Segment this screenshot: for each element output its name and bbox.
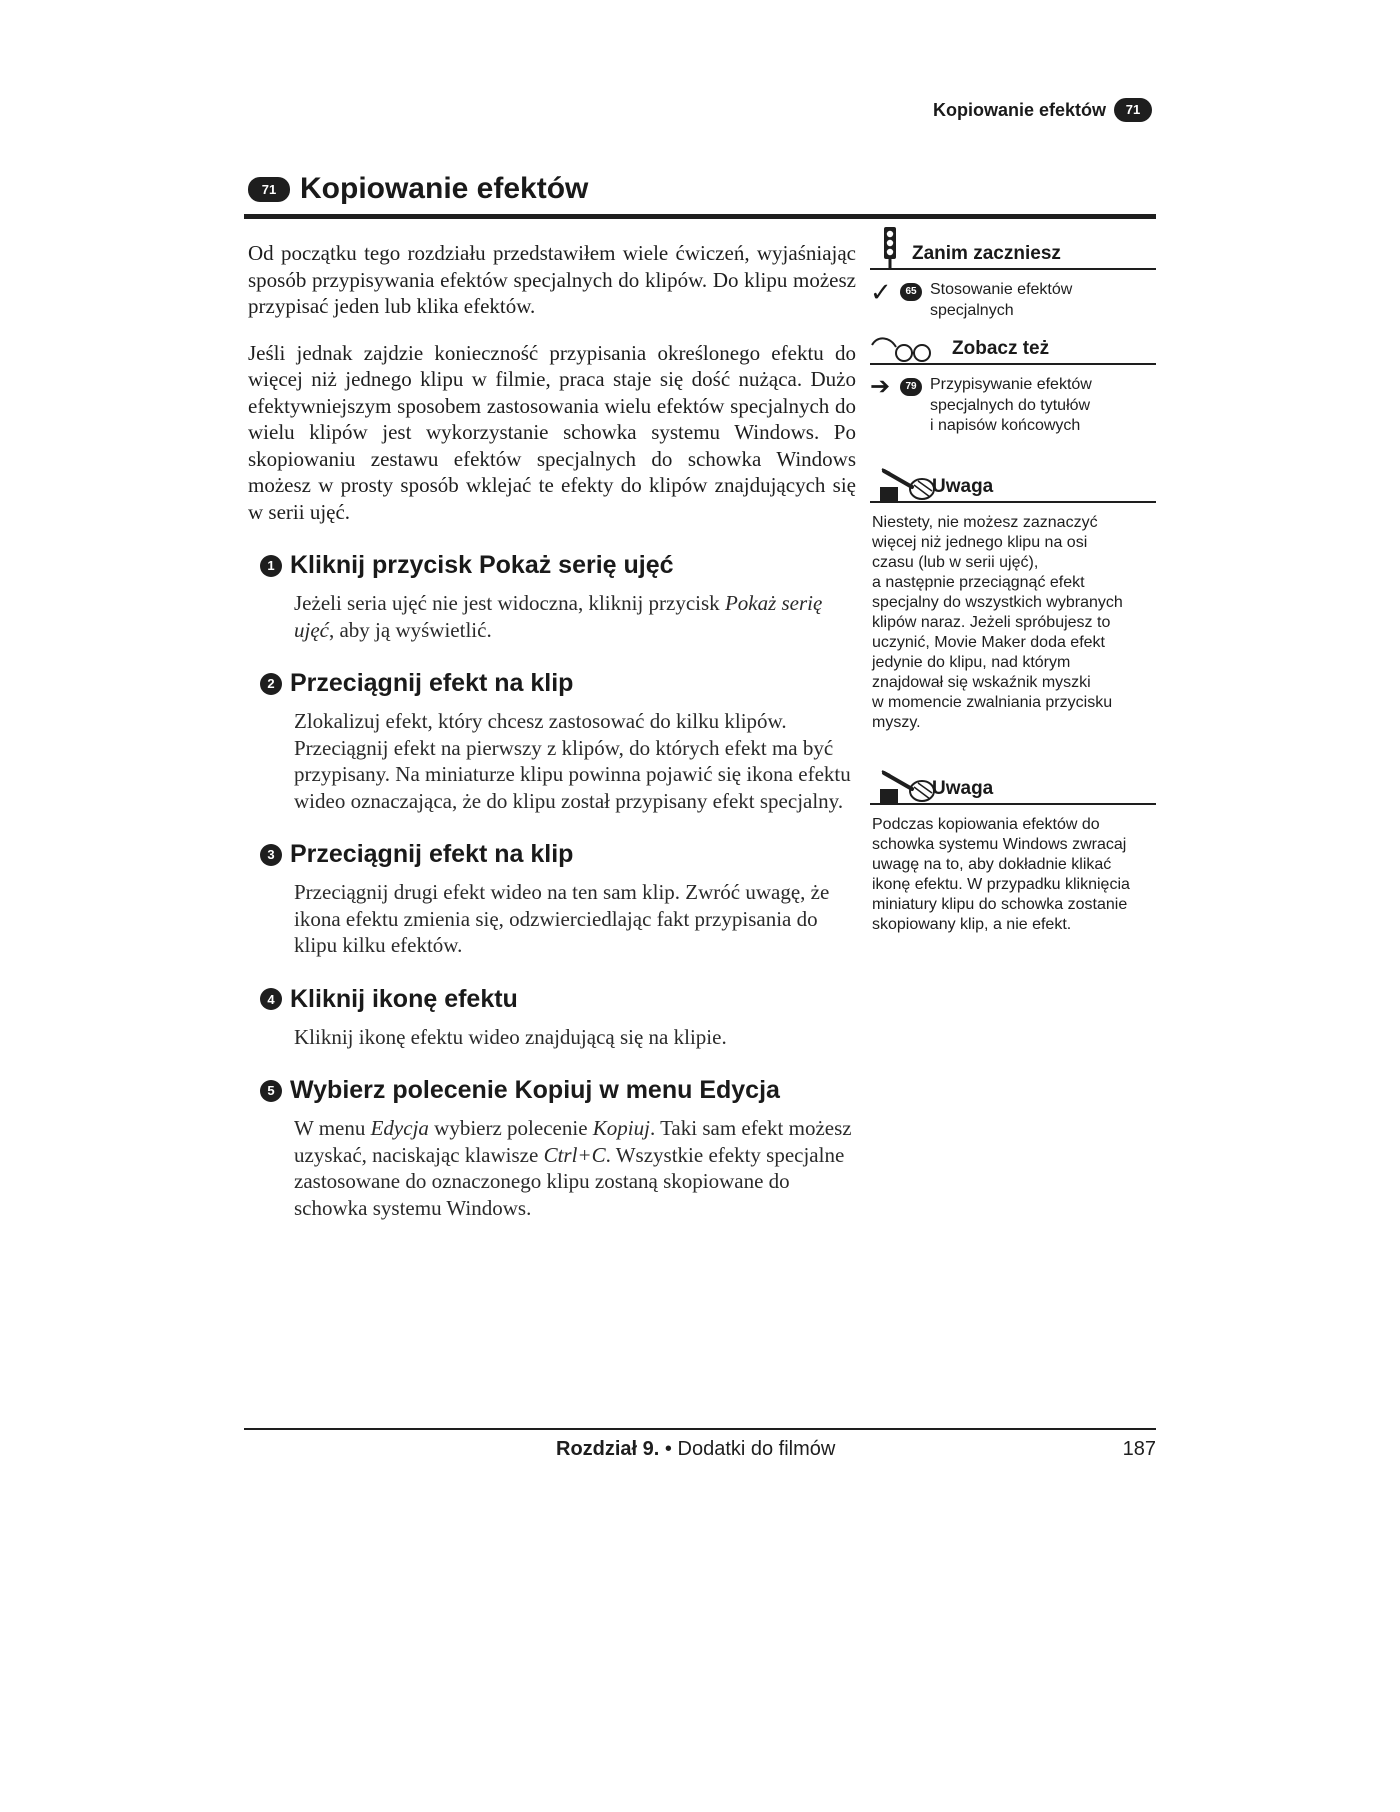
menu-name-italic: Edycja (370, 1116, 429, 1140)
note-line: a następnie przeciągnąć efekt (872, 573, 1085, 591)
chapter-title: Dodatki do filmów (677, 1438, 836, 1460)
note-line: Niestety, nie możesz zaznaczyć (872, 513, 1098, 531)
running-header-number: 71 (1114, 98, 1152, 122)
step-body (294, 1115, 856, 1221)
command-name-italic: Kopiuj (592, 1116, 650, 1140)
step-heading (260, 840, 856, 869)
quill-inkwell-icon (878, 765, 936, 805)
note-text (872, 513, 1156, 733)
see-also-header (870, 327, 1156, 365)
title-rule (244, 214, 1156, 219)
glasses-icon (870, 333, 950, 363)
step-heading-text: Kliknij przycisk Pokaż serię ujęć (290, 551, 674, 579)
note-line: w momencie zwalniania przycisku (872, 693, 1113, 711)
running-header (933, 98, 1152, 122)
section-title (248, 172, 588, 206)
see-also-label: Zobacz też (952, 338, 1050, 359)
note-line: miniatury klipu do schowka zostanie (872, 895, 1128, 913)
note-line: uczynić, Movie Maker doda efekt (872, 633, 1105, 651)
step-body (294, 590, 856, 643)
note-line: więcej niż jednego klipu na osi (872, 533, 1088, 551)
step-heading-text: Kliknij ikonę efektu (290, 984, 518, 1013)
step-number: 2 (260, 673, 282, 695)
step-heading (260, 551, 856, 580)
main-column (248, 240, 856, 1221)
ref-line: Stosowanie efektów (930, 281, 1073, 298)
step-1 (248, 551, 856, 643)
step-heading-text: Przeciągnij efekt na klip (290, 669, 574, 697)
traffic-light-icon (880, 226, 900, 270)
step-text: wybierz polecenie (428, 1116, 593, 1140)
step-5 (248, 1076, 856, 1221)
footer-chapter (556, 1438, 835, 1461)
step-2 (248, 669, 856, 814)
step-text: Jeżeli seria ujęć nie jest widoczna, kliknij przycisk (294, 591, 725, 615)
before-you-start-label: Zanim zaczniesz (912, 243, 1061, 264)
step-4 (248, 985, 856, 1051)
note-line: znajdował się wskaźnik myszki (872, 673, 1091, 691)
note-line: ikonę efektu. W przypadku kliknięcia (872, 875, 1130, 893)
step-number: 3 (260, 844, 282, 866)
step-text: , aby ją wyświetlić. (328, 617, 492, 642)
ref-number-badge: 65 (900, 283, 922, 301)
step-text-italic: Pokaż serię ujęć (294, 591, 823, 642)
ref-number-badge: 79 (900, 378, 922, 396)
intro-paragraph-2: Jeśli jednak zajdzie konieczność przypisania określonego efektu do więcej niż jednego klipu w filmie, praca staje się dość nużąca. Dużo efektywniejszym sposobem zastosowania wielu efektów specjalnych do wielu klipów jest wykorzystanie schowka systemu Windows. Po skopiowaniu zestawu efektów specjalnych do schowka Windows możesz w prosty sposób wklejać te efekty do klipów znajdujących się w serii ujęć. (248, 340, 856, 524)
section-title-text: Kopiowanie efektów (300, 172, 589, 205)
step-heading-text: Przeciągnij efekt na klip (290, 840, 574, 868)
running-header-title: Kopiowanie efektów (932, 99, 1106, 120)
step-body: Przeciągnij drugi efekt wideo na ten sam klip. Zwróć uwagę, że ikona efektu zmienia się, odzwierciedlając fakt przypisania do klipu kilku efektów. (294, 880, 830, 957)
note-label: Uwaga (932, 777, 994, 799)
note-line: schowka systemu Windows zwracaj (872, 835, 1127, 853)
step-heading (260, 985, 856, 1014)
step-heading (260, 1076, 856, 1105)
before-you-start-box (870, 232, 1156, 321)
note-line: uwagę na to, aby dokładnie klikać (872, 855, 1112, 873)
note-label: Uwaga (932, 475, 994, 497)
ref-text (930, 375, 1092, 437)
shortcut-italic: Ctrl+C (543, 1142, 606, 1167)
note-line: jedynie do klipu, nad którym (872, 653, 1071, 671)
step-text: . Wszystkie efekty specjalne zastosowane do oznaczonego klipu zostaną skopiowane do schowka systemu Windows. (294, 1142, 845, 1220)
note-box-2 (870, 767, 1156, 935)
step-heading-text: Wybierz polecenie Kopiuj w menu Edycja (290, 1076, 780, 1104)
step-heading (260, 669, 856, 698)
step-number: 1 (260, 555, 282, 577)
sidebar (870, 232, 1156, 935)
step-text: W menu (294, 1116, 371, 1140)
note-text (872, 815, 1156, 935)
step-text: . Taki sam efekt możesz uzyskać, naciskając klawisze (294, 1116, 852, 1167)
step-number: 4 (260, 988, 282, 1010)
note-box-1 (870, 465, 1156, 733)
note-line: czasu (lub w serii ujęć), (872, 553, 1039, 571)
before-you-start-header (870, 232, 1156, 270)
bullet-separator: • (664, 1438, 672, 1460)
ref-text (930, 280, 1072, 321)
quill-inkwell-icon (878, 463, 936, 503)
chapter-number: Rozdział 9. (556, 1438, 660, 1460)
step-number: 5 (260, 1080, 282, 1102)
before-ref (870, 277, 1156, 321)
ref-line: Przypisywanie efektów (930, 376, 1092, 393)
note-header (870, 767, 1156, 805)
step-body: Zlokalizuj efekt, który chcesz zastosować do kilku klipów. Przeciągnij efekt na pierwszy z klipów, do których efekt ma być przypisany. Na miniaturze klipu powinna pojawić się ikona efektu wideo oznaczająca, że do klipu został przypisany efekt specjalny. (294, 709, 851, 813)
section-number-badge: 71 (248, 177, 290, 202)
step-body: Kliknij ikonę efektu wideo znajdującą się na klipie. (294, 1024, 727, 1049)
note-line: myszy. (872, 713, 921, 731)
page-number: 187 (1122, 1438, 1156, 1460)
checkmark-icon: ✓ (870, 277, 892, 307)
see-also-box (870, 327, 1156, 437)
note-header (870, 465, 1156, 503)
see-also-ref (870, 375, 1156, 437)
note-line: skopiowany klip, a nie efekt. (872, 915, 1072, 933)
arrow-right-icon: ➔ (870, 373, 891, 400)
note-line: Podczas kopiowania efektów do (872, 815, 1100, 833)
note-line: klipów naraz. Jeżeli spróbujesz to (872, 613, 1111, 631)
ref-line: specjalnych (930, 301, 1014, 319)
note-line: specjalny do wszystkich wybranych (872, 593, 1123, 611)
intro-paragraph-1: Od początku tego rozdziału przedstawiłem wiele ćwiczeń, wyjaśniając sposób przypisywania efektów specjalnych do klipów. Do klipu możesz przypisać jeden lub klika efektów. (248, 241, 856, 318)
step-3 (248, 840, 856, 959)
ref-line: specjalnych do tytułów (930, 396, 1091, 414)
ref-line: i napisów końcowych (930, 417, 1081, 434)
footer-rule (244, 1428, 1156, 1430)
